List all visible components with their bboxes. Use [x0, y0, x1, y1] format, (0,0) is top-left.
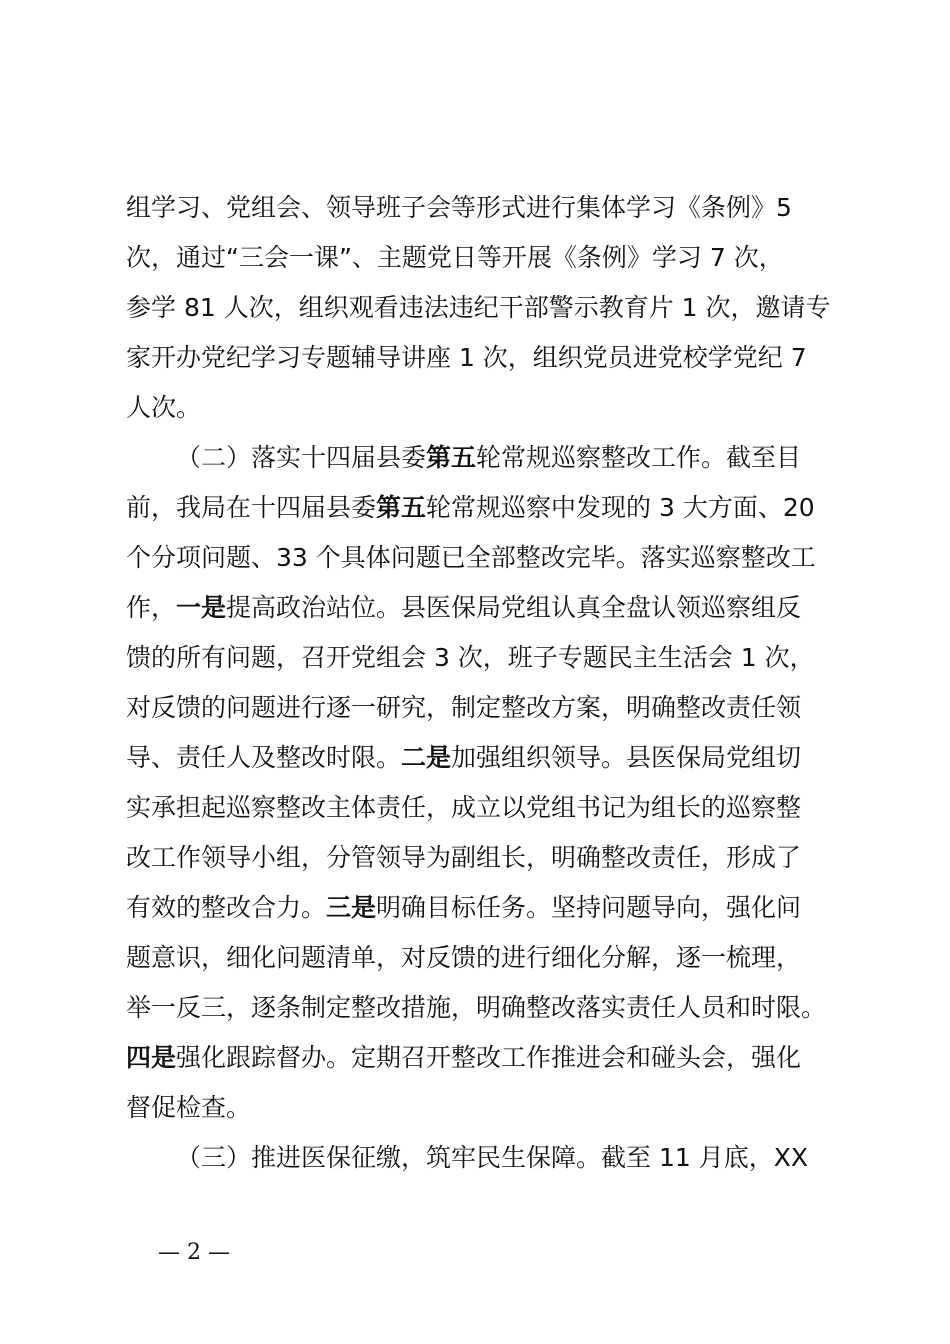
text-line [126, 733, 836, 783]
text-line [126, 833, 836, 883]
text-segment: 举一反三，逐条制定整改措施，明确整改落实责任人员和时限。 [126, 993, 827, 1022]
text-segment: 个分项问题、33 个具体问题已全部整改完毕。落实巡察整改工 [126, 543, 816, 572]
text-line [126, 783, 836, 833]
text-line [126, 633, 836, 683]
text-segment: 家开办党纪学习专题辅导讲座 1 次，组织党员进党校学党纪 7 [126, 343, 807, 372]
text-line [126, 483, 836, 533]
text-segment: 对反馈的问题进行逐一研究，制定整改方案，明确整改责任领 [126, 693, 802, 722]
text-segment: 四是强化跟踪督办。定期召开整改工作推进会和碰头会，强化 [126, 1043, 802, 1072]
text-segment: 实承担起巡察整改主体责任，成立以党组书记为组长的巡察整 [126, 793, 802, 822]
text-segment: 题意识，细化问题清单，对反馈的进行细化分解，逐一梳理， [126, 943, 802, 972]
text-segment: 组学习、党组会、领导班子会等形式进行集体学习《条例》5 [126, 193, 792, 222]
text-segment: 督促检查。 [126, 1093, 252, 1122]
section-heading-line [126, 1133, 836, 1183]
text-segment: 次，通过“三会一课”、主题党日等开展《条例》学习 7 次， [126, 243, 784, 272]
text-line [126, 383, 836, 433]
page-number: — 2 — [158, 1240, 230, 1265]
text-line [126, 883, 836, 933]
text-line [126, 283, 836, 333]
text-line [126, 1033, 836, 1083]
body-text [126, 183, 836, 1183]
text-line [126, 233, 836, 283]
text-segment: 有效的整改合力。三是明确目标任务。坚持问题导向，强化问 [126, 893, 802, 922]
text-segment: （三）推进医保征缴，筑牢民生保障。截至 11 月底，XX [176, 1143, 808, 1172]
text-line [126, 983, 836, 1033]
section-heading-line [126, 433, 836, 483]
text-segment: 参学 81 人次，组织观看违法违纪干部警示教育片 1 次，邀请专 [126, 293, 831, 322]
text-line [126, 1083, 836, 1133]
text-line [126, 583, 836, 633]
text-line [126, 683, 836, 733]
text-line [126, 933, 836, 983]
text-segment: （二）落实十四届县委第五轮常规巡察整改工作。截至目 [176, 443, 802, 472]
text-line [126, 533, 836, 583]
text-segment: 改工作领导小组，分管领导为副组长，明确整改责任，形成了 [126, 843, 802, 872]
text-segment: 导、责任人及整改时限。二是加强组织领导。县医保局党组切 [126, 743, 802, 772]
text-segment: 馈的所有问题，召开党组会 3 次，班子专题民主生活会 1 次， [126, 643, 815, 672]
text-line [126, 333, 836, 383]
text-line [126, 183, 836, 233]
text-segment: 前，我局在十四届县委第五轮常规巡察中发现的 3 大方面、20 [126, 493, 815, 522]
text-segment: 作，一是提高政治站位。县医保局党组认真全盘认领巡察组反 [126, 593, 802, 622]
text-segment: 人次。 [126, 393, 202, 422]
